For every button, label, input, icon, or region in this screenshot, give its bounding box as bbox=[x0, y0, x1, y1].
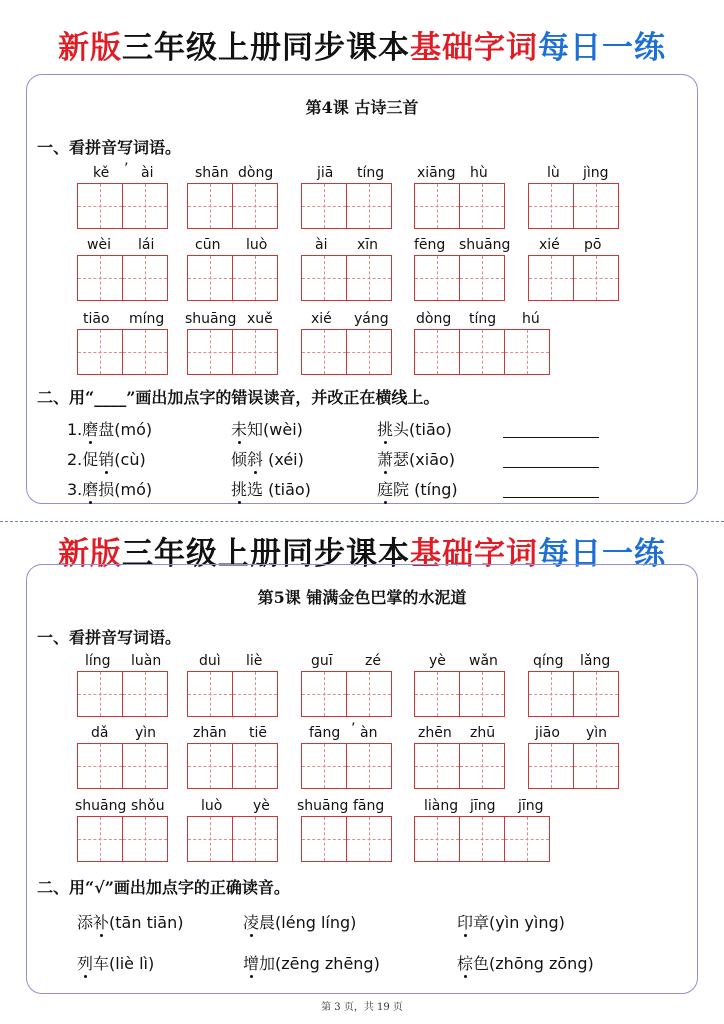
pinyin: wǎn bbox=[469, 653, 498, 669]
question-item bbox=[231, 447, 304, 470]
pinyin: liè bbox=[246, 653, 263, 669]
pinyin: yè bbox=[253, 798, 270, 814]
writing-grid[interactable] bbox=[77, 743, 168, 789]
pinyin: yáng bbox=[354, 311, 389, 327]
writing-grid[interactable] bbox=[528, 255, 619, 301]
pinyin: dǎ bbox=[91, 725, 109, 741]
pinyin: shuāng bbox=[75, 798, 127, 814]
q-char: 添 bbox=[77, 913, 94, 932]
writing-grid[interactable] bbox=[301, 329, 392, 375]
writing-grid[interactable] bbox=[414, 743, 505, 789]
q-char-dotted: 凌 bbox=[243, 913, 260, 932]
pinyin: liàng bbox=[424, 798, 459, 814]
pinyin: tíng bbox=[357, 165, 385, 181]
q-char-dotted: 挑 bbox=[377, 420, 394, 439]
pinyin: yìn bbox=[135, 725, 157, 741]
banner-seg-daily: 每日一练 bbox=[538, 30, 666, 66]
writing-grid[interactable] bbox=[77, 816, 168, 862]
answer-line[interactable] bbox=[503, 467, 599, 468]
q-char-dotted: 磨 bbox=[82, 480, 99, 499]
writing-grid[interactable] bbox=[414, 816, 550, 862]
q-char-dotted: 列 bbox=[77, 954, 94, 973]
answer-line[interactable] bbox=[503, 437, 599, 438]
pinyin: jiāo bbox=[535, 725, 560, 741]
q-reading: (tān tiān) bbox=[109, 913, 184, 932]
pinyin: tiāo bbox=[83, 311, 110, 327]
writing-grid[interactable] bbox=[187, 671, 278, 717]
pinyin: míng bbox=[129, 311, 165, 327]
banner-seg-basic: 基础字词 bbox=[410, 30, 538, 66]
pinyin: xié bbox=[311, 311, 332, 327]
pinyin: lù bbox=[547, 165, 560, 181]
pinyin: tiē bbox=[249, 725, 267, 741]
q-char: 头 bbox=[393, 420, 410, 439]
pinyin: guī bbox=[311, 653, 333, 669]
pinyin: shǒu bbox=[131, 798, 165, 814]
pinyin: shān bbox=[195, 165, 229, 181]
pinyin: kě bbox=[93, 165, 110, 181]
pinyin: luò bbox=[201, 798, 223, 814]
writing-grid[interactable] bbox=[528, 183, 619, 229]
banner-seg-new: 新版 bbox=[58, 536, 122, 572]
question-item bbox=[67, 447, 146, 470]
writing-grid[interactable] bbox=[528, 743, 619, 789]
banner-seg-grade: 三年级上册同步课本 bbox=[122, 30, 410, 66]
pinyin: zhān bbox=[193, 725, 227, 741]
q-char: 瑟 bbox=[393, 450, 410, 469]
q-char-dotted: 磨 bbox=[82, 420, 99, 439]
q-char-dotted: 增 bbox=[243, 954, 260, 973]
page-footer: 第 3 页，共 19 页 bbox=[321, 1002, 403, 1013]
writing-grid[interactable] bbox=[528, 671, 619, 717]
q-char-dotted: 棕 bbox=[457, 954, 474, 973]
q-char: 院 bbox=[393, 480, 410, 499]
writing-grid[interactable] bbox=[414, 671, 505, 717]
writing-grid[interactable] bbox=[301, 743, 392, 789]
lesson4-title: 第4课 古诗三首 bbox=[305, 98, 419, 117]
writing-grid[interactable] bbox=[187, 743, 278, 789]
pinyin: xié bbox=[539, 237, 560, 253]
q-reading: (wèi) bbox=[263, 420, 303, 439]
q-char: 选 bbox=[247, 480, 264, 499]
pinyin: fēng bbox=[414, 237, 446, 253]
question-item bbox=[457, 910, 565, 933]
pinyin: luàn bbox=[131, 653, 162, 669]
lesson5-panel bbox=[26, 564, 698, 994]
q-char: 晨 bbox=[259, 913, 276, 932]
pinyin: ’ bbox=[124, 161, 129, 177]
q-char: 倾 bbox=[231, 450, 248, 469]
page-divider bbox=[0, 521, 724, 522]
question-item bbox=[457, 951, 594, 974]
q-reading: (yìn yìng) bbox=[489, 913, 565, 932]
writing-grid[interactable] bbox=[77, 671, 168, 717]
pinyin: fāng bbox=[353, 798, 385, 814]
pinyin: xuě bbox=[247, 311, 273, 327]
pinyin: yìn bbox=[586, 725, 608, 741]
q-char: 损 bbox=[98, 480, 115, 499]
writing-grid[interactable] bbox=[187, 183, 278, 229]
pinyin: fāng bbox=[309, 725, 341, 741]
writing-grid[interactable] bbox=[77, 329, 168, 375]
writing-grid[interactable] bbox=[301, 255, 392, 301]
pinyin: jiā bbox=[317, 165, 334, 181]
q-number: 2. bbox=[67, 450, 83, 469]
lesson4-section1-heading: 一、看拼音写词语。 bbox=[37, 138, 182, 157]
pinyin: ài bbox=[315, 237, 328, 253]
question-item bbox=[377, 477, 458, 500]
lesson4-panel bbox=[26, 74, 698, 504]
lesson4-section2-heading: 二、用“____”画出加点字的错误读音，并改正在横线上。 bbox=[37, 388, 440, 407]
pinyin: yè bbox=[429, 653, 446, 669]
q-char: 车 bbox=[93, 954, 110, 973]
q-char-dotted: 萧 bbox=[377, 450, 394, 469]
q-char-dotted: 斜 bbox=[247, 450, 264, 469]
pinyin: zhēn bbox=[418, 725, 452, 741]
question-item bbox=[231, 417, 303, 440]
writing-grid[interactable] bbox=[187, 329, 278, 375]
q-reading: (léng líng) bbox=[275, 913, 357, 932]
pinyin: wèi bbox=[87, 237, 111, 253]
pinyin: dòng bbox=[238, 165, 274, 181]
pinyin: xiāng bbox=[417, 165, 456, 181]
pinyin: àn bbox=[360, 725, 378, 741]
pinyin: hú bbox=[522, 311, 540, 327]
writing-grid[interactable] bbox=[301, 816, 392, 862]
q-reading: (tíng) bbox=[409, 480, 458, 499]
pinyin: cūn bbox=[195, 237, 221, 253]
q-number: 3. bbox=[67, 480, 83, 499]
q-char-dotted: 印 bbox=[457, 913, 474, 932]
pinyin: xīn bbox=[357, 237, 379, 253]
q-char-dotted: 挑 bbox=[231, 480, 248, 499]
pinyin: tíng bbox=[469, 311, 497, 327]
writing-grid[interactable] bbox=[414, 255, 505, 301]
question-item bbox=[377, 417, 452, 440]
pinyin: luò bbox=[246, 237, 268, 253]
pinyin: shuāng bbox=[459, 237, 511, 253]
q-reading: (zēng zhēng) bbox=[275, 954, 380, 973]
lesson5-title: 第5课 铺满金色巴掌的水泥道 bbox=[257, 588, 467, 607]
q-reading: (mó) bbox=[114, 420, 153, 439]
writing-grid[interactable] bbox=[187, 816, 278, 862]
question-item bbox=[243, 951, 380, 974]
pinyin: jīng bbox=[470, 798, 496, 814]
pinyin: duì bbox=[199, 653, 221, 669]
question-item bbox=[243, 910, 356, 933]
q-char: 知 bbox=[247, 420, 264, 439]
pinyin: qíng bbox=[533, 653, 564, 669]
pinyin: dòng bbox=[416, 311, 452, 327]
banner-seg-daily: 每日一练 bbox=[538, 536, 666, 572]
q-char: 加 bbox=[259, 954, 276, 973]
pinyin: jīng bbox=[518, 798, 544, 814]
question-item bbox=[67, 417, 152, 440]
q-reading: (cù) bbox=[114, 450, 146, 469]
banner-top bbox=[0, 22, 724, 67]
q-char: 色 bbox=[473, 954, 490, 973]
pinyin: lái bbox=[138, 237, 155, 253]
q-reading: (xéi) bbox=[263, 450, 304, 469]
pinyin: hù bbox=[470, 165, 488, 181]
banner-seg-new: 新版 bbox=[58, 30, 122, 66]
question-item bbox=[77, 910, 183, 933]
q-reading: (zhōng zōng) bbox=[489, 954, 594, 973]
pinyin: ài bbox=[141, 165, 154, 181]
q-reading: (liè lì) bbox=[109, 954, 155, 973]
writing-grid[interactable] bbox=[77, 255, 168, 301]
pinyin: ’ bbox=[351, 721, 356, 737]
q-char-dotted: 销 bbox=[98, 450, 115, 469]
writing-grid[interactable] bbox=[77, 183, 168, 229]
q-reading: (mó) bbox=[114, 480, 153, 499]
q-reading: (tiāo) bbox=[263, 480, 311, 499]
pinyin: jìng bbox=[583, 165, 609, 181]
q-char: 促 bbox=[82, 450, 99, 469]
question-item bbox=[231, 477, 311, 500]
writing-grid[interactable] bbox=[187, 255, 278, 301]
pinyin: líng bbox=[85, 653, 111, 669]
writing-grid[interactable] bbox=[414, 329, 550, 375]
lesson5-section2-heading: 二、用“√”画出加点字的正确读音。 bbox=[37, 878, 290, 897]
q-char: 章 bbox=[473, 913, 490, 932]
answer-line[interactable] bbox=[503, 497, 599, 498]
q-char-dotted: 补 bbox=[93, 913, 110, 932]
banner-seg-grade: 三年级上册同步课本 bbox=[122, 536, 410, 572]
q-number: 1. bbox=[67, 420, 83, 439]
pinyin: pō bbox=[584, 237, 602, 253]
q-char-dotted: 庭 bbox=[377, 480, 394, 499]
pinyin: zhū bbox=[470, 725, 496, 741]
question-item bbox=[67, 477, 152, 500]
banner-seg-basic: 基础字词 bbox=[410, 536, 538, 572]
writing-grid[interactable] bbox=[414, 183, 505, 229]
pinyin: shuāng bbox=[185, 311, 237, 327]
pinyin: shuāng bbox=[297, 798, 349, 814]
question-item bbox=[77, 951, 154, 974]
writing-grid[interactable] bbox=[301, 183, 392, 229]
q-reading: (tiāo) bbox=[409, 420, 452, 439]
pinyin: zé bbox=[365, 653, 381, 669]
question-item bbox=[377, 447, 455, 470]
writing-grid[interactable] bbox=[301, 671, 392, 717]
q-reading: (xiāo) bbox=[409, 450, 456, 469]
q-char-dotted: 未 bbox=[231, 420, 248, 439]
lesson5-section1-heading: 一、看拼音写词语。 bbox=[37, 628, 182, 647]
q-char: 盘 bbox=[98, 420, 115, 439]
pinyin: lǎng bbox=[580, 653, 611, 669]
